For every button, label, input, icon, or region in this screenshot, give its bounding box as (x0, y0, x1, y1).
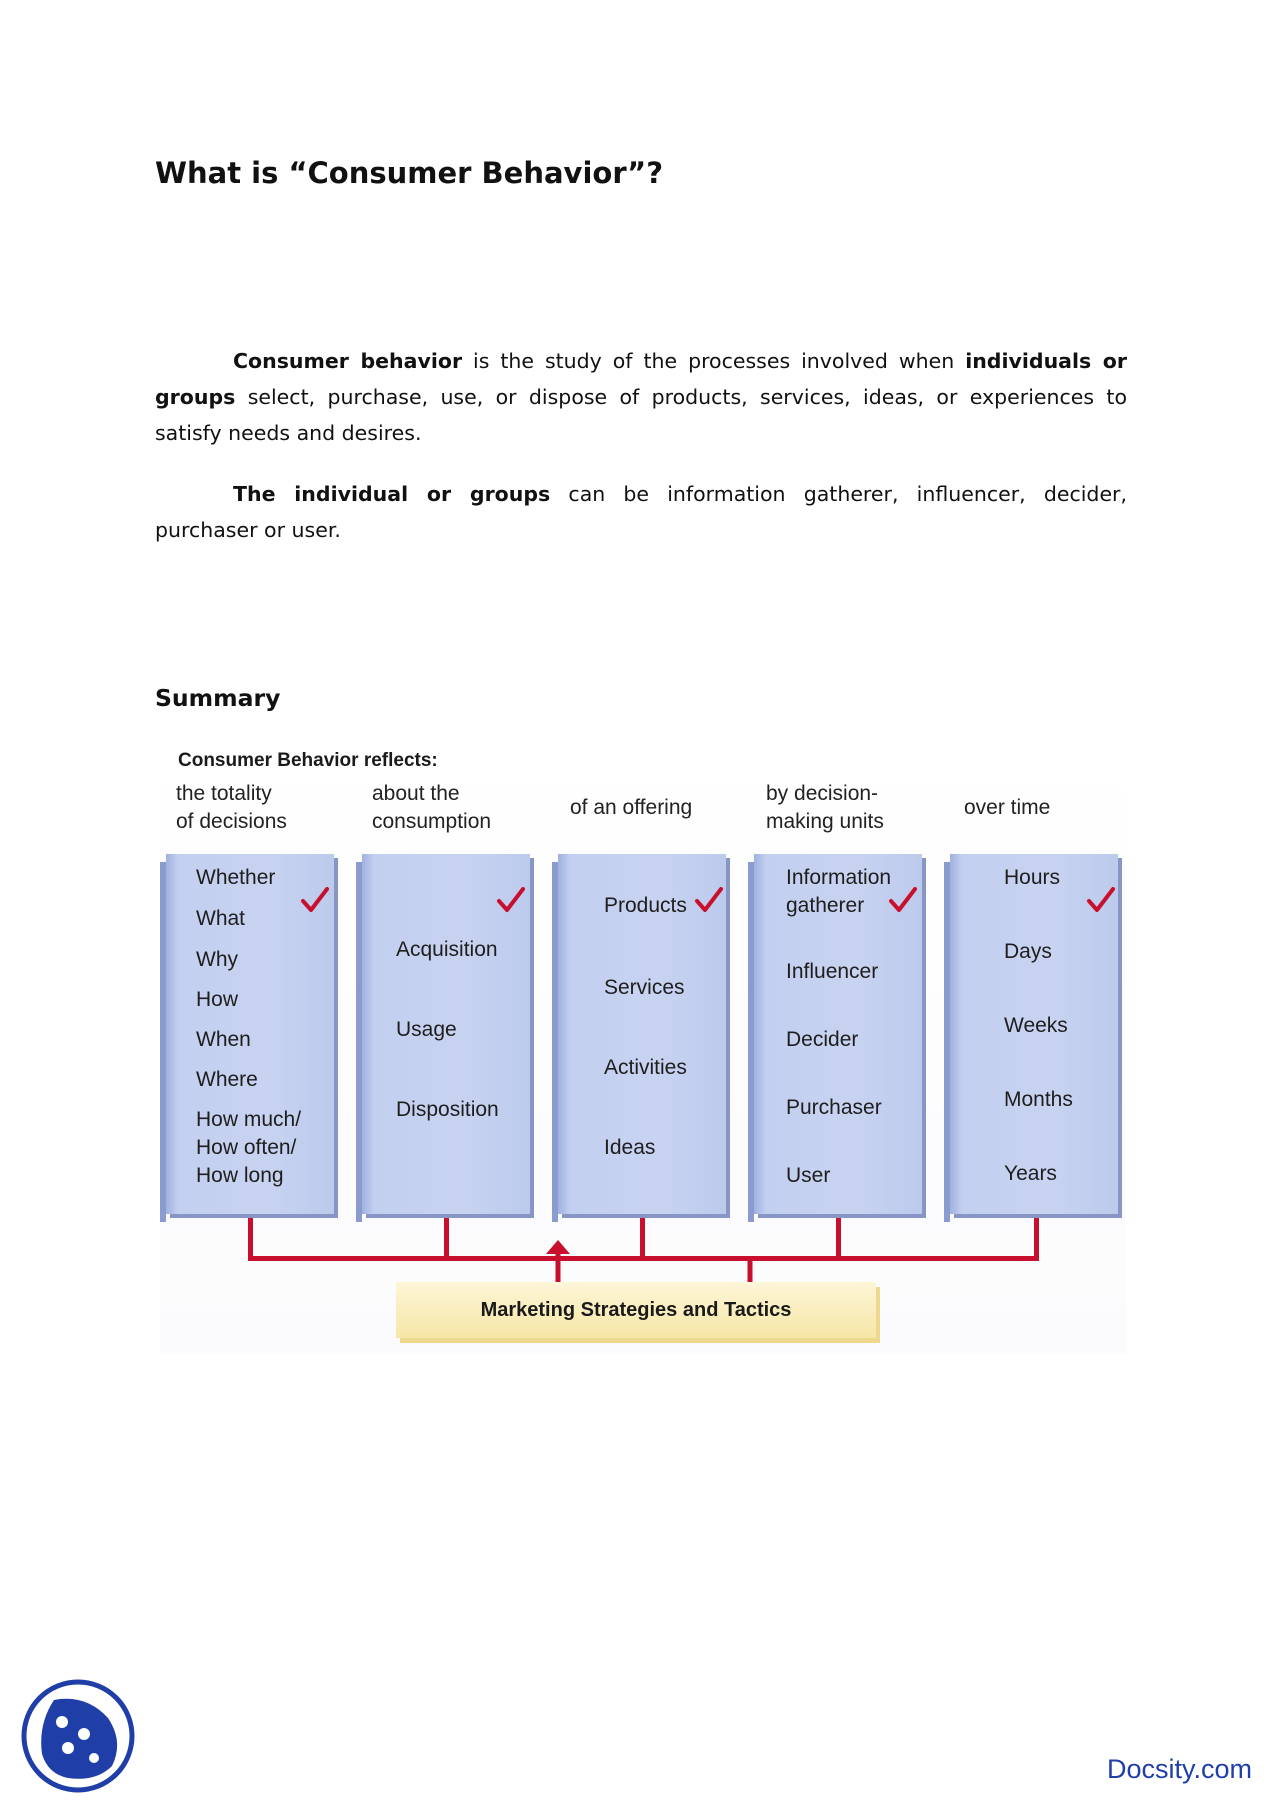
connector-bus (248, 1256, 1039, 1261)
checkmark-icon (1086, 886, 1116, 914)
marketing-strategies-box (396, 1282, 876, 1338)
list-item: Why (196, 948, 238, 971)
list-item: Information (786, 866, 892, 889)
paragraph-definition (155, 343, 1127, 451)
offering-box (558, 854, 726, 1214)
term-individuals-groups: individuals or groups (155, 349, 1127, 409)
list-item: Services (604, 976, 685, 999)
list-item: When (196, 1028, 251, 1051)
column-header-4 (766, 780, 884, 836)
text: select, purchase, use, or dispose of products, services, ideas, or experiences to satisfy needs and desires. (155, 385, 1127, 445)
column-header-line: by decision- (766, 782, 879, 805)
text: can be information gatherer, influencer, decider, purchaser or user. (155, 482, 1128, 542)
column-header-line: about the (372, 782, 460, 805)
connector-drop-1 (248, 1218, 253, 1260)
connector-drop-2 (444, 1218, 449, 1260)
connector-drop-3 (640, 1218, 645, 1260)
list-item: Where (196, 1068, 258, 1091)
list-item: How often/ (196, 1136, 297, 1159)
arrow-up-icon (546, 1240, 570, 1284)
column-header-line: making units (766, 810, 884, 833)
summary-heading: Summary (155, 684, 281, 712)
text: is the study of the processes involved when (462, 349, 966, 373)
list-item: gatherer (786, 894, 865, 917)
column-header-2 (372, 780, 491, 836)
column-header-line: consumption (372, 810, 492, 833)
list-item: Activities (604, 1056, 687, 1079)
list-item: Ideas (604, 1136, 656, 1159)
list-item: Disposition (396, 1098, 499, 1121)
column-header-3 (570, 794, 692, 822)
time-box (950, 854, 1118, 1214)
column-header-5 (964, 794, 1050, 822)
checkmark-icon (496, 886, 526, 914)
checkmark-icon (694, 886, 724, 914)
list-item: Purchaser (786, 1096, 882, 1119)
list-item: Products (604, 894, 687, 917)
list-item: User (786, 1164, 831, 1187)
term-consumer-behavior: Consumer behavior (233, 349, 463, 373)
connector-drop-5 (1034, 1218, 1039, 1260)
list-item: How (196, 988, 239, 1011)
list-item: Months (1004, 1088, 1073, 1111)
term-individual-or-groups: The individual or groups (233, 482, 551, 506)
docsity-logo-icon (20, 1678, 136, 1794)
consumer-behavior-diagram (160, 740, 1126, 1354)
marketing-strategies-label: Marketing Strategies and Tactics (480, 1298, 792, 1321)
list-item: Whether (196, 866, 276, 889)
column-header-line: of decisions (176, 810, 287, 833)
list-item: Hours (1004, 866, 1061, 889)
decisions-box (166, 854, 334, 1214)
docsity-brand[interactable]: Docsity.com (1106, 1754, 1252, 1784)
consumption-box (362, 854, 530, 1214)
checkmark-icon (888, 886, 918, 914)
list-item: Days (1004, 940, 1052, 963)
list-item: Weeks (1004, 1014, 1068, 1037)
list-item: Usage (396, 1018, 457, 1041)
list-item: How long (196, 1164, 284, 1187)
page-title: What is “Consumer Behavior”? (155, 156, 664, 190)
list-item: Acquisition (396, 938, 498, 961)
list-item: What (196, 907, 246, 930)
connector-drop-4 (836, 1218, 841, 1260)
decision-units-box (754, 854, 922, 1214)
list-item: How much/ (196, 1108, 302, 1131)
column-header-line: the totality (176, 782, 272, 805)
list-item: Influencer (786, 960, 879, 983)
column-header-1 (176, 780, 287, 836)
column-header-line: over time (964, 796, 1051, 819)
list-item: Years (1004, 1162, 1057, 1185)
paragraph-roles (155, 476, 1127, 548)
list-item: Decider (786, 1028, 859, 1051)
diagram-heading: Consumer Behavior reflects: (178, 750, 438, 771)
column-header-line: of an offering (570, 796, 693, 819)
checkmark-icon (300, 886, 330, 914)
